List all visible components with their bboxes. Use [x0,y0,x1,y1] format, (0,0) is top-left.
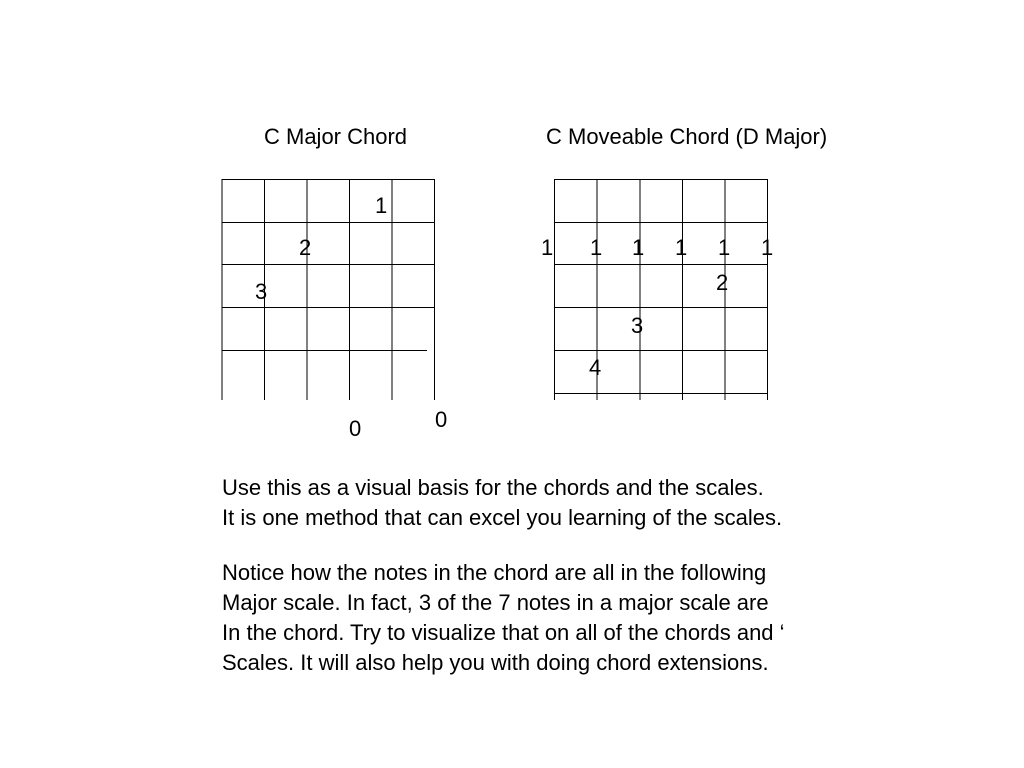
finger-label: 3 [255,279,268,304]
barre-label: 1 [590,235,603,260]
barre-label: 1 [718,235,731,260]
barre-label: 1 [761,235,774,260]
paragraph-intro [222,473,782,533]
finger-label: 3 [631,313,644,338]
paragraph-line: Notice how the notes in the chord are all in the following [222,560,767,585]
barre-label: 1 [632,235,645,260]
paragraph-line: Scales. It will also help you with doing chord extensions. [222,650,769,675]
open-string-label: 0 [435,407,448,432]
c-moveable-chord-grid [554,179,768,400]
paragraph-line: Major scale. In fact, 3 of the 7 notes in a major scale are [222,590,769,615]
finger-label: 2 [299,235,312,260]
paragraph-line: Use this as a visual basis for the chords and the scales. [222,475,764,500]
paragraph-line: It is one method that can excel you learning of the scales. [222,505,783,530]
finger-label: 2 [716,270,729,295]
barre-label: 1 [541,235,554,260]
c-major-chord-title: C Major Chord [264,124,408,149]
open-string-label: 0 [349,416,362,441]
c-moveable-chord-title: C Moveable Chord (D Major) [546,124,828,149]
barre-label: 1 [675,235,688,260]
finger-label: 4 [589,355,602,380]
paragraph-notice [222,558,785,678]
paragraph-line: In the chord. Try to visualize that on all of the chords and ‘ [222,620,785,645]
finger-label: 1 [375,193,388,218]
